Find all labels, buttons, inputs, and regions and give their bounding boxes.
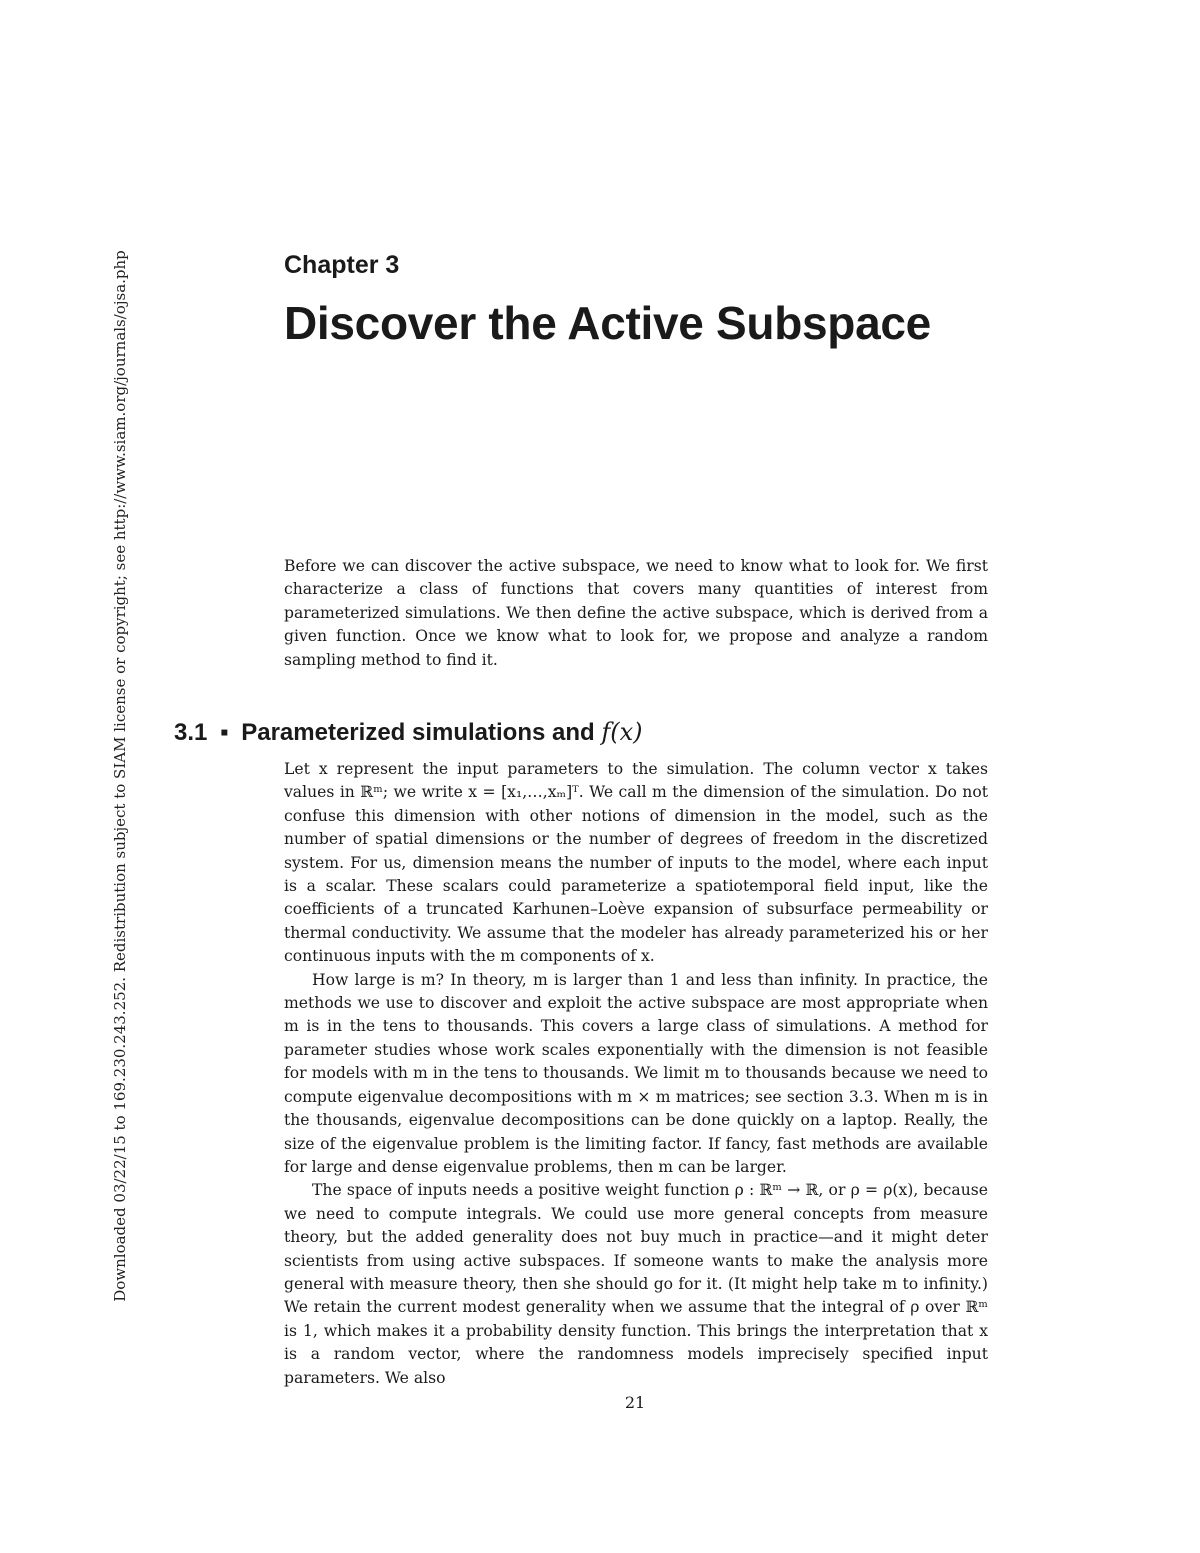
download-notice: Downloaded 03/22/15 to 169.230.243.252. Redistribution subject to SIAM license or copyright; see http://www.siam.org/journals/ojsa.php — [111, 250, 129, 1302]
chapter-title: Discover the Active Subspace — [284, 297, 931, 349]
chapter-label: Chapter 3 — [284, 251, 400, 279]
section-title: Parameterized simulations and — [241, 719, 595, 746]
section-heading — [174, 716, 643, 749]
intro-paragraph: Before we can discover the active subspace, we need to know what to look for. We first characterize a class of functions that covers many quantities of interest from parameterized simulations. We then define the active subspace, which is derived from a given function. Once we know what to look for, we propose and analyze a random sampling method to find it. — [284, 557, 988, 669]
body-paragraph-1: Let x represent the input parameters to the simulation. The column vector x takes values in ℝᵐ; we write x = [x₁,…,xₘ]ᵀ. We call m the dimension of the simulation. Do not confuse this dimension with other notions of dimension in the model, such as the number of spatial dimensions or the number of degrees of freedom in the discretized system. For us, dimension means the number of inputs to the model, where each input is a scalar. These scalars could parameterize a spatiotemporal field input, like the coefficients of a truncated Karhunen–Loève expansion of subsurface permeability or thermal conductivity. We assume that the modeler has already parameterized his or her continuous inputs with the m components of x. — [284, 760, 988, 966]
section-title-math: f(x) — [601, 718, 643, 746]
section-body — [284, 758, 988, 1390]
page-number: 21 — [624, 1393, 646, 1412]
body-paragraph-2: How large is m? In theory, m is larger than 1 and less than infinity. In practice, the methods we use to discover and exploit the active subspace are most appropriate when m is in the tens to thousands. This covers a large class of simulations. A method for parameter studies whose work scales exponentially with the dimension is not feasible for models with m in the tens to thousands. We limit m to thousands because we need to compute eigenvalue decompositions with m × m matrices; see section 3.3. When m is in the thousands, eigenvalue decompositions can be done quickly on a laptop. Really, the size of the eigenvalue problem is the limiting factor. If fancy, fast methods are available for large and dense eigenvalue problems, then m can be larger. — [284, 970, 988, 1176]
section-bullet-icon: ▪ — [220, 719, 229, 746]
section-number: 3.1 — [174, 719, 208, 746]
body-paragraph-3: The space of inputs needs a positive weight function ρ : ℝᵐ → ℝ, or ρ = ρ(x), because we need to compute integrals. We could use more general concepts from measure theory, but the added generality does not buy much in practice—and it might deter scientists from using active subspaces. If someone wants to make the analysis more general with measure theory, then she should go for it. (It might help take m to infinity.) We retain the current modest generality when we assume that the integral of ρ over ℝᵐ is 1, which makes it a probability density function. This brings the interpretation that x is a random vector, where the randomness models imprecisely specified input parameters. We also — [284, 1181, 988, 1387]
